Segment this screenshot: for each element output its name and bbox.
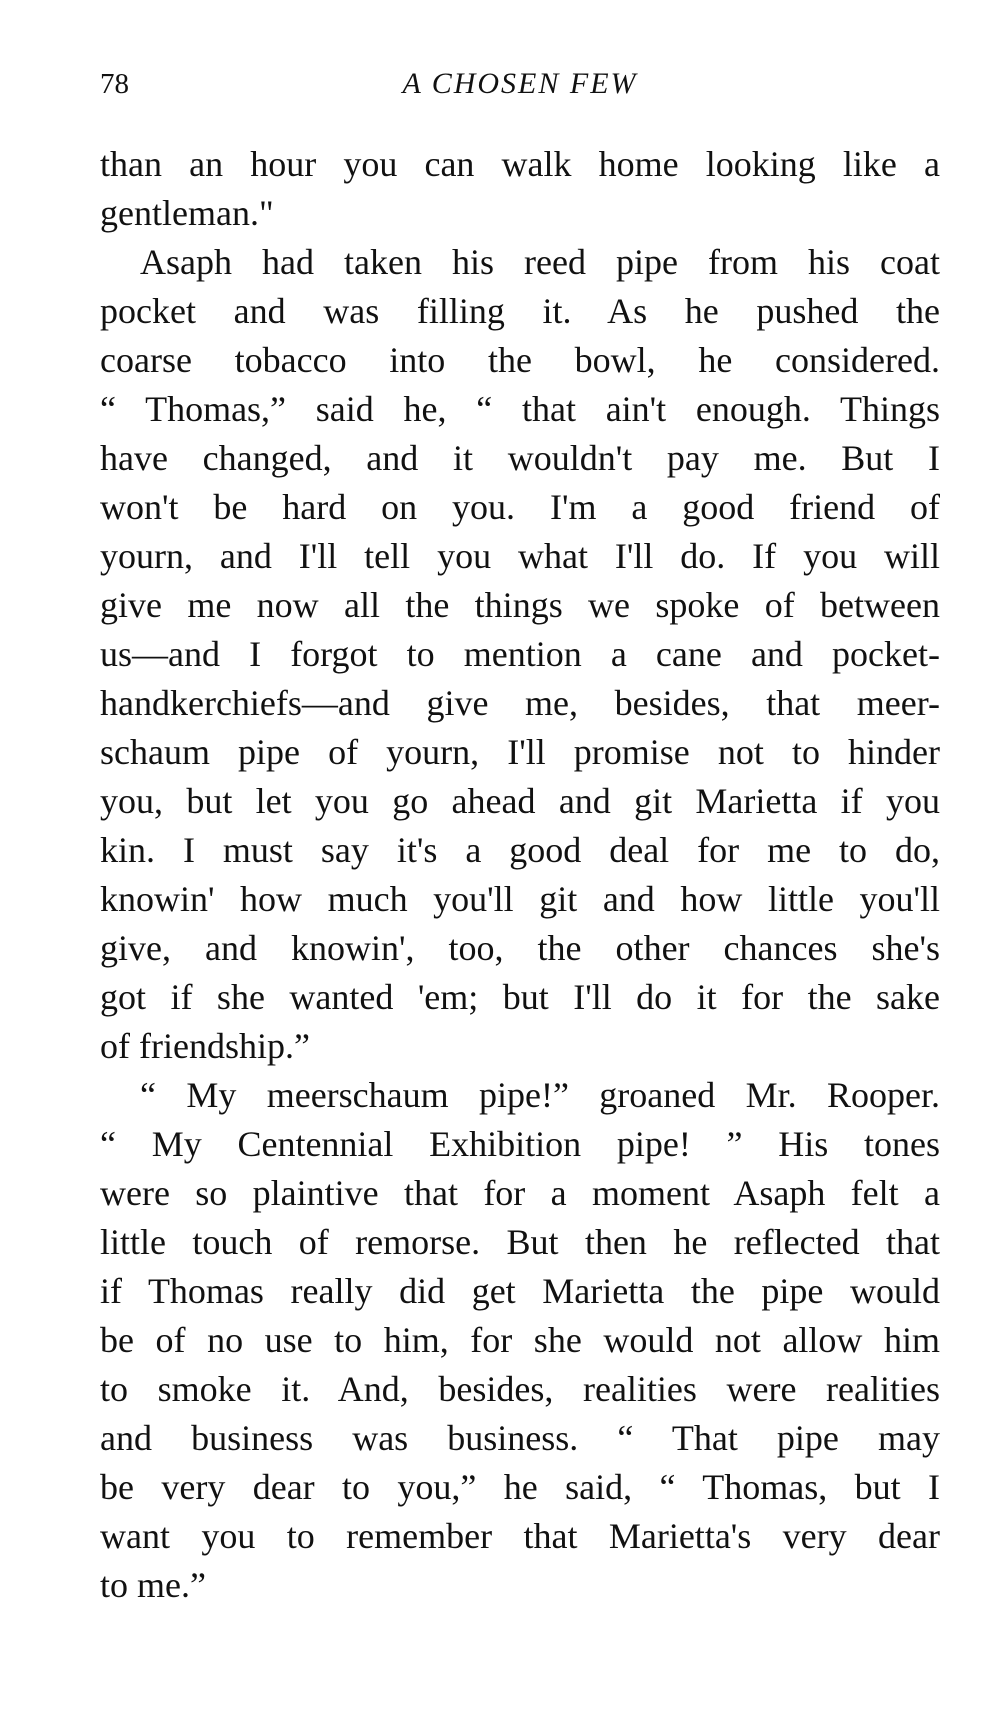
text-line: “ Thomas,” said he, “ that ain't enough. Things — [100, 389, 940, 429]
text-line: coarse tobacco into the bowl, he considered. — [100, 340, 940, 380]
text-line: give, and knowin', too, the other chances she's — [100, 928, 940, 968]
text-line: won't be hard on you. I'm a good friend of — [100, 487, 940, 527]
text-line: Asaph had taken his reed pipe from his coat — [140, 242, 940, 282]
page-number: 78 — [100, 68, 129, 100]
text-line: to me.” — [100, 1565, 206, 1605]
text-line: want you to remember that Marietta's very dear — [100, 1516, 940, 1556]
text-line: “ My meerschaum pipe!” groaned Mr. Rooper. — [140, 1075, 940, 1115]
text-line: little touch of remorse. But then he reflected that — [100, 1222, 940, 1262]
running-head: A CHOSEN FEW — [402, 67, 638, 100]
text-line: and business was business. “ That pipe may — [100, 1418, 940, 1458]
text-line: give me now all the things we spoke of between — [100, 585, 940, 625]
text-line: got if she wanted 'em; but I'll do it for the sake — [100, 977, 940, 1017]
page-header — [100, 64, 940, 104]
text-line: gentleman." — [100, 193, 274, 233]
text-line: kin. I must say it's a good deal for me to do, — [100, 830, 940, 870]
text-line: were so plaintive that for a moment Asaph felt a — [100, 1173, 940, 1213]
text-line: yourn, and I'll tell you what I'll do. If you will — [100, 536, 940, 576]
text-line: be very dear to you,” he said, “ Thomas, but I — [100, 1467, 940, 1507]
text-line: you, but let you go ahead and git Marietta if you — [100, 781, 940, 821]
text-line: “ My Centennial Exhibition pipe! ” His tones — [100, 1124, 940, 1164]
text-line: of friendship.” — [100, 1026, 310, 1066]
body-text — [100, 140, 940, 1610]
text-line: knowin' how much you'll git and how little you'll — [100, 879, 940, 919]
text-line: to smoke it. And, besides, realities were realities — [100, 1369, 940, 1409]
text-line: be of no use to him, for she would not allow him — [100, 1320, 940, 1360]
text-line: schaum pipe of yourn, I'll promise not to hinder — [100, 732, 940, 772]
text-line: than an hour you can walk home looking like a — [100, 144, 940, 184]
text-line: have changed, and it wouldn't pay me. But I — [100, 438, 940, 478]
text-line: handkerchiefs—and give me, besides, that meer- — [100, 683, 940, 723]
text-line: pocket and was filling it. As he pushed the — [100, 291, 940, 331]
text-line: us—and I forgot to mention a cane and pocket- — [100, 634, 940, 674]
text-line: if Thomas really did get Marietta the pipe would — [100, 1271, 940, 1311]
